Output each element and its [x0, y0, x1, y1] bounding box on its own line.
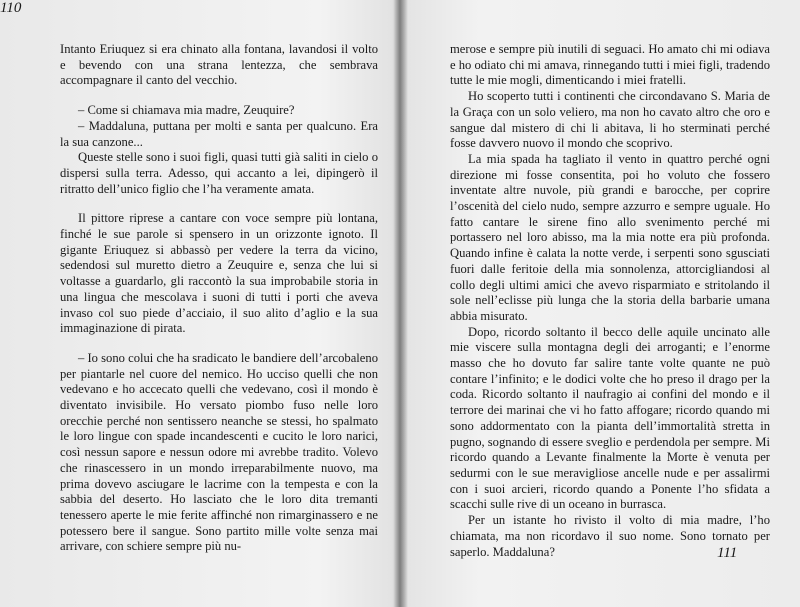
paragraph: Intanto Eriuquez si era chinato alla fontana, lavandosi il volto e bevendo con una strana lentezza, che sembrava accompagnare il canto del vecchio. — [60, 42, 378, 88]
dialogue-line: – Io sono colui che ha sradicato le bandiere dell’arcobaleno per piantarle nel cuore del nemico. Ho ucciso quelli che non vedevano e ho accecato quelli che vedevano, così il mondo è diventato invisibile. Ho versato piombo fuso nelle loro orecchie perché non sentissero neanche se stessi, ho spalmato le loro lingue con spade incandescenti e cucito le loro narici, così nessun sapore e nessun odore mi avrebbe tradito. Volevo che rinascessero in un mondo irreparabilmente nuovo, ma prima dovevo asciugare le lacrime con la tempesta e con la sabbia del deserto. Ho lasciato che le loro dita tremanti tenessero aperte le mie ferite affinché non rimarginassero e ne potessero bere il sangue. Sono partito mille volte senza mai arrivare, con schiere sempre più nu- — [60, 350, 378, 554]
paragraph: merose e sempre più inutili di seguaci. Ho amato chi mi odiava e ho odiato chi mi amava, rinnegando tutti i miei figli, tradendo tutte le mie mogli, dimenticando i miei fratelli. — [450, 42, 771, 88]
paragraph: Ho scoperto tutti i continenti che circondavano S. Maria de la Graça con un solo veliero, ma non ho cavato altro che oro e sangue dal mistero di chi li abitava, li ho sterminati perché fosse davvero nuovo il mondo che scoprivo. — [450, 89, 770, 151]
paragraph: Queste stelle sono i suoi figli, quasi tutti già saliti in cielo o dispersi sulla terra. Adesso, qui accanto a lei, dipingerò il ritratto dell’unico figlio che l’ha veramente amata. — [60, 150, 378, 196]
paragraph: Il pittore riprese a cantare con voce sempre più lontana, finché le sue parole si spensero in un orizzonte ignoto. Il gigante Eriuquez si abbassò per vedere la terra da vicino, sedendosi sul muretto dietro a Zeuquire e, senza che lui si voltasse a guardarlo, gli raccontò la sua improbabile storia in una lingua che mescolava i suoni di tutti i porti che aveva invaso col suo piede d’acciaio, il suo alito d’aglio e la sua immaginazione di pirata. — [60, 211, 378, 336]
paragraph: La mia spada ha tagliato il vento in quattro perché ogni direzione mi fosse consentita, poi ho voluto che fossero inventate altre nuvole, più grandi e barocche, per coprire l’oscenità del cielo nudo, sempre azzurro e sempre uguale. Ho fatto cantare le sirene fino allo svenimento perché mi portassero nel loro abisso, ma la mia notte era più profonda. Quando infine è calata la notte verde, i serpenti sono sgusciati fuori dalle feritoie della mia sonnolenza, attorcigliandosi al collo degli ultimi amici che avevo risparmiato e stritolando il sole nell’eclisse più lunga che la storia della barbarie umana abbia misurato. — [450, 151, 770, 323]
page-number-right: 111 — [717, 545, 738, 561]
right-page-text — [450, 42, 770, 560]
left-page-text — [60, 42, 378, 555]
paragraph: Dopo, ricordo soltanto il becco delle aquile uncinato alle mie viscere sulla montagna degli dei arroganti; e l’enorme masso che ho dovuto far salire tante volte quante ne può contare l’infinito; e le dodici volte che ho preso il drago per la coda. Ricordo soltanto il naufragio ai confini del mondo e il terrore dei marinai che vi ho fatto affogare; ricordo quando mi sono addormentato con la pianta dell’immortalità stretta in pugno, sognando di essere sveglio e perdendola per sempre. Mi ricordo quando a Levante finalmente la Morte è venuta per sedurmi con le sue meravigliose ancelle nude e per assalirmi con i suoi arcieri, ricordo quando a Ponente l’ho sfidata a scacchi sulle rive di un oceano in burrasca. — [450, 324, 771, 512]
paragraph: Per un istante ho rivisto il volto di mia madre, l’ho chiamata, ma non ricordavo il suo nome. Sono tornato per saperlo. Maddaluna? — [450, 513, 770, 559]
page-number-left: 110 — [0, 0, 22, 16]
dialogue-line: – Come si chiamava mia madre, Zeuquire? — [78, 103, 295, 118]
dialogue-line: – Maddaluna, puttana per molti e santa per qualcuno. Era la sua canzone... — [60, 118, 378, 149]
